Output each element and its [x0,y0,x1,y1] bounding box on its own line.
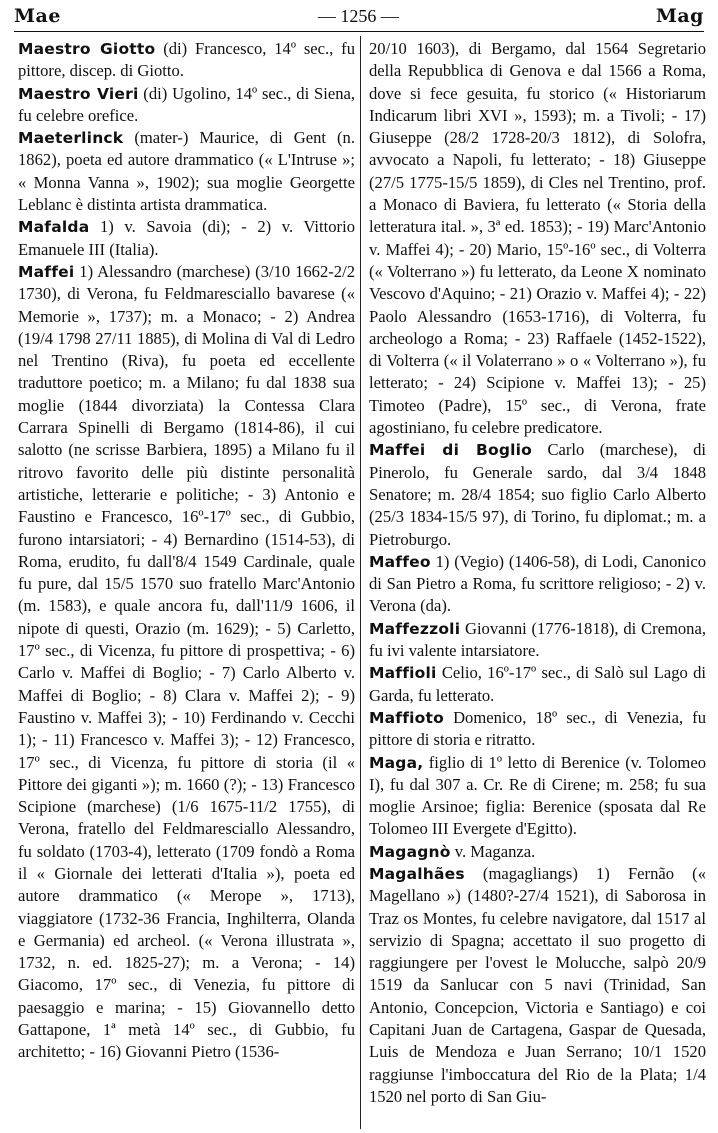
entry [369,618,706,663]
entry [369,551,706,618]
columns [18,38,706,1127]
entry [18,261,355,1064]
entry-text: Domenico, 18º sec., di Venezia, fu pittore di storia e ritratto. [369,707,706,750]
entry [369,38,706,439]
entry-headword: Mafalda [18,218,90,237]
entry-headword: Maeterlinck [18,129,124,148]
left-column [18,38,355,1127]
entry [369,752,706,841]
entry-headword: Maffei di Boglio [369,441,533,460]
header-left-guideword: Mae [14,5,61,27]
entry-headword: Maga, [369,753,424,772]
entry-text: (di) Ugolino, 14º sec., di Siena, fu celebre orefice. [18,83,355,125]
entry-headword: Maffezzoli [369,619,461,638]
entry-headword: Maestro Vieri [18,84,139,103]
entry-text: 1) (Vegio) (1406-58), di Lodi, Canonico di San Pietro a Roma, fu scrittore religioso; - 2) v. Verona (da). [369,551,706,616]
entry [369,863,706,1108]
entry-headword: Magalhães [369,864,465,883]
entry-headword: Maffioto [369,708,444,727]
entry-text: 20/10 1603), di Bergamo, dal 1564 Segretario della Repubblica di Genova e dal 1566 a Roma, dove si fece gesuita, fu storico (« Historiarum Indicarum libri XVI », 1593); m. a Tivoli; - 17) Giuseppe (28/2 1728-20/3 1812), di Solofra, avvocato a Napoli, fu letterato; - 18) Giuseppe (27/5 1775-15/5 1859), di Cles nel Trentino, prof. a Monaco di Baviera, fu letterato (« Storia della letteratura ital. », 3ª ed. 1853); - 19) Marc'Antonio v. Maffei 4); - 20) Mario, 15º-16º sec., di Volterra (« Volterrano ») fu letterato, da Leone X nominato Vescovo d'Aquino; - 21) Orazio v. Maffei 4); - 22) Paolo Alessandro (1653-1716), di Volterra, fu archeologo a Roma; - 23) Raffaele (1452-1522), di Volterra (« il Volaterrano » o « Volterrano »), fu letterato; - 24) Scipione v. Maffei 13); - 25) Timoteo (Padre), 15º sec., di Verona, frate agostiniano, fu celebre predicatore. [369,39,706,438]
entry-text: (magagliangs) 1) Fernão (« Magellano ») (1480?-27/4 1521), di Saborosa in Traz os Montes, fu celebre navigatore, dal 1517 al servizio di Spagna; accettato il suo progetto di raggiungere per l'ovest le Molucche, salpò 20/9 1519 da Sanlucar con 5 navi (Trinidad, San Antonio, Concepcion, Victoria e Santiago) e coi Capitani Juan de Cartagena, Gaspar de Quesada, Luis de Mendoza e Juan Serrano; 10/1 1520 raggiunse l'imboccatura del Rio de la Plata; 1/4 1520 nel porto di San Giu- [369,863,706,1106]
entry-text: (di) Francesco, 14º sec., fu pittore, discep. di Giotto. [18,39,355,81]
entry [18,216,355,261]
entry [369,439,706,550]
entry-headword: Magagnò [369,842,451,861]
entry-text: (mater-) Maurice, di Gent (n. 1862), poeta ed autore drammatico (« L'Intruse »; « Monna Vanna », 1902); sua moglie Georgette Leblanc è distinta artista drammatica. [18,128,355,215]
entry-text: 1) Alessandro (marchese) (3/10 1662-2/2 1730), di Verona, fu Feldmaresciallo bavarese (« Memorie », 1737); m. a Monaco; - 2) Andrea (19/4 1798 27/11 1885), di Molina di Val di Ledro nel Trentino (Riva), fu poeta ed eccellente traduttore poetico; m. a Milano; fu dal 1838 sua moglie (1844 divorziata) la Contessa Clara Carrara Spinelli di Bergamo (1814-86), il cui salotto (ne scrisse Barbiera, 1895) a Milano fu il ritrovo favorito delle più distinte personalità artistiche, letterarie e politiche; - 3) Antonio e Faustino e Francesco, 16º-17º sec., di Gubbio, furono intarsiatori; - 4) Bernardino (1514-53), di Roma, erudito, fu dall'8/4 1549 Cardinale, quale fu pure, dal 15/5 1570 suo fratello Marc'Antonio (m. 1583), e quale ancora fu, dall'11/9 1606, il nipote di questi, Orazio (m. 1629); - 5) Carletto, 17º sec., di Vicenza, fu pittore di prospettiva; - 6) Carlo v. Maffei di Boglio; - 7) Carlo Alberto v. Maffei di Boglio; - 8) Clara v. Maffei 2); - 9) Faustino v. Maffei 3); - 10) Ferdinando v. Cecchi 1); - 11) Francesco v. Maffei 3); - 12) Francesco, 17º sec., di Vicenza, fu pittore di storia (il « Pittore dei giganti »); m. 1660 (?); - 13) Francesco Scipione (marchese) (1/6 1675-11/2 1755), di Verona, fratello del Feldmaresciallo Alessandro, fu soldato (1703-4), letterato (1709 fondò a Roma il « Giornale dei letterati d'Italia »), poeta ed autore drammatico (« Merope », 1713), viaggiatore (1732-36 Francia, Inghilterra, Olanda e Germania) ed archeol. (« Verona illustrata », 1732, n. ed. 1825-27); m. a Verona; - 14) Giacomo, 17º sec., di Venezia, fu pittore di paesaggio e marina; - 15) Giovannello detto Gattapone, 1ª metà 14º sec., di Gubbio, fu architetto; - 16) Giovanni Pietro (1536- [18,261,355,1062]
entry [18,83,355,128]
entry-headword: Maestro Giotto [18,40,156,58]
entry-text: 1) v. Savoia (di); - 2) v. Vittorio Emanuele III (Italia). [18,217,355,259]
entry [369,662,706,707]
entry [369,841,706,863]
entry-text: Carlo (marchese), di Pinerolo, fu Generale sardo, dal 3/4 1848 Senatore; m. 28/4 1854; suo figlio Carlo Alberto (25/3 1834-15/5 97), di Torino, fu diplomat.; m. a Pietroburgo. [369,440,706,549]
entry [369,707,706,752]
header-right-guideword: Mag [655,5,704,27]
entry-text: Celio, 16º-17º sec., di Salò sul Lago di Garda, fu letterato. [369,663,706,705]
entry [18,127,355,216]
entry-text: figlio di 1º letto di Berenice (v. Tolomeo I), fu dal 307 a. Cr. Re di Cirene; m. 258; fu sua moglie Arsinoe; figlia: Berenice (sposata dal Re Tolomeo III Evergete d'Egitto). [369,752,706,839]
entry-text: Giovanni (1776-1818), di Cremona, fu ivi valente intarsiatore. [369,618,706,661]
right-column [369,38,706,1127]
entry-headword: Maffei [18,262,75,281]
header-rule [14,31,704,32]
page-number: — 1256 — [317,5,399,26]
entry-text: v. Maganza. [450,841,536,861]
entry-headword: Maffeo [369,552,431,571]
entry [18,38,355,83]
page-header [14,4,704,28]
entry-headword: Maffioli [369,664,437,683]
